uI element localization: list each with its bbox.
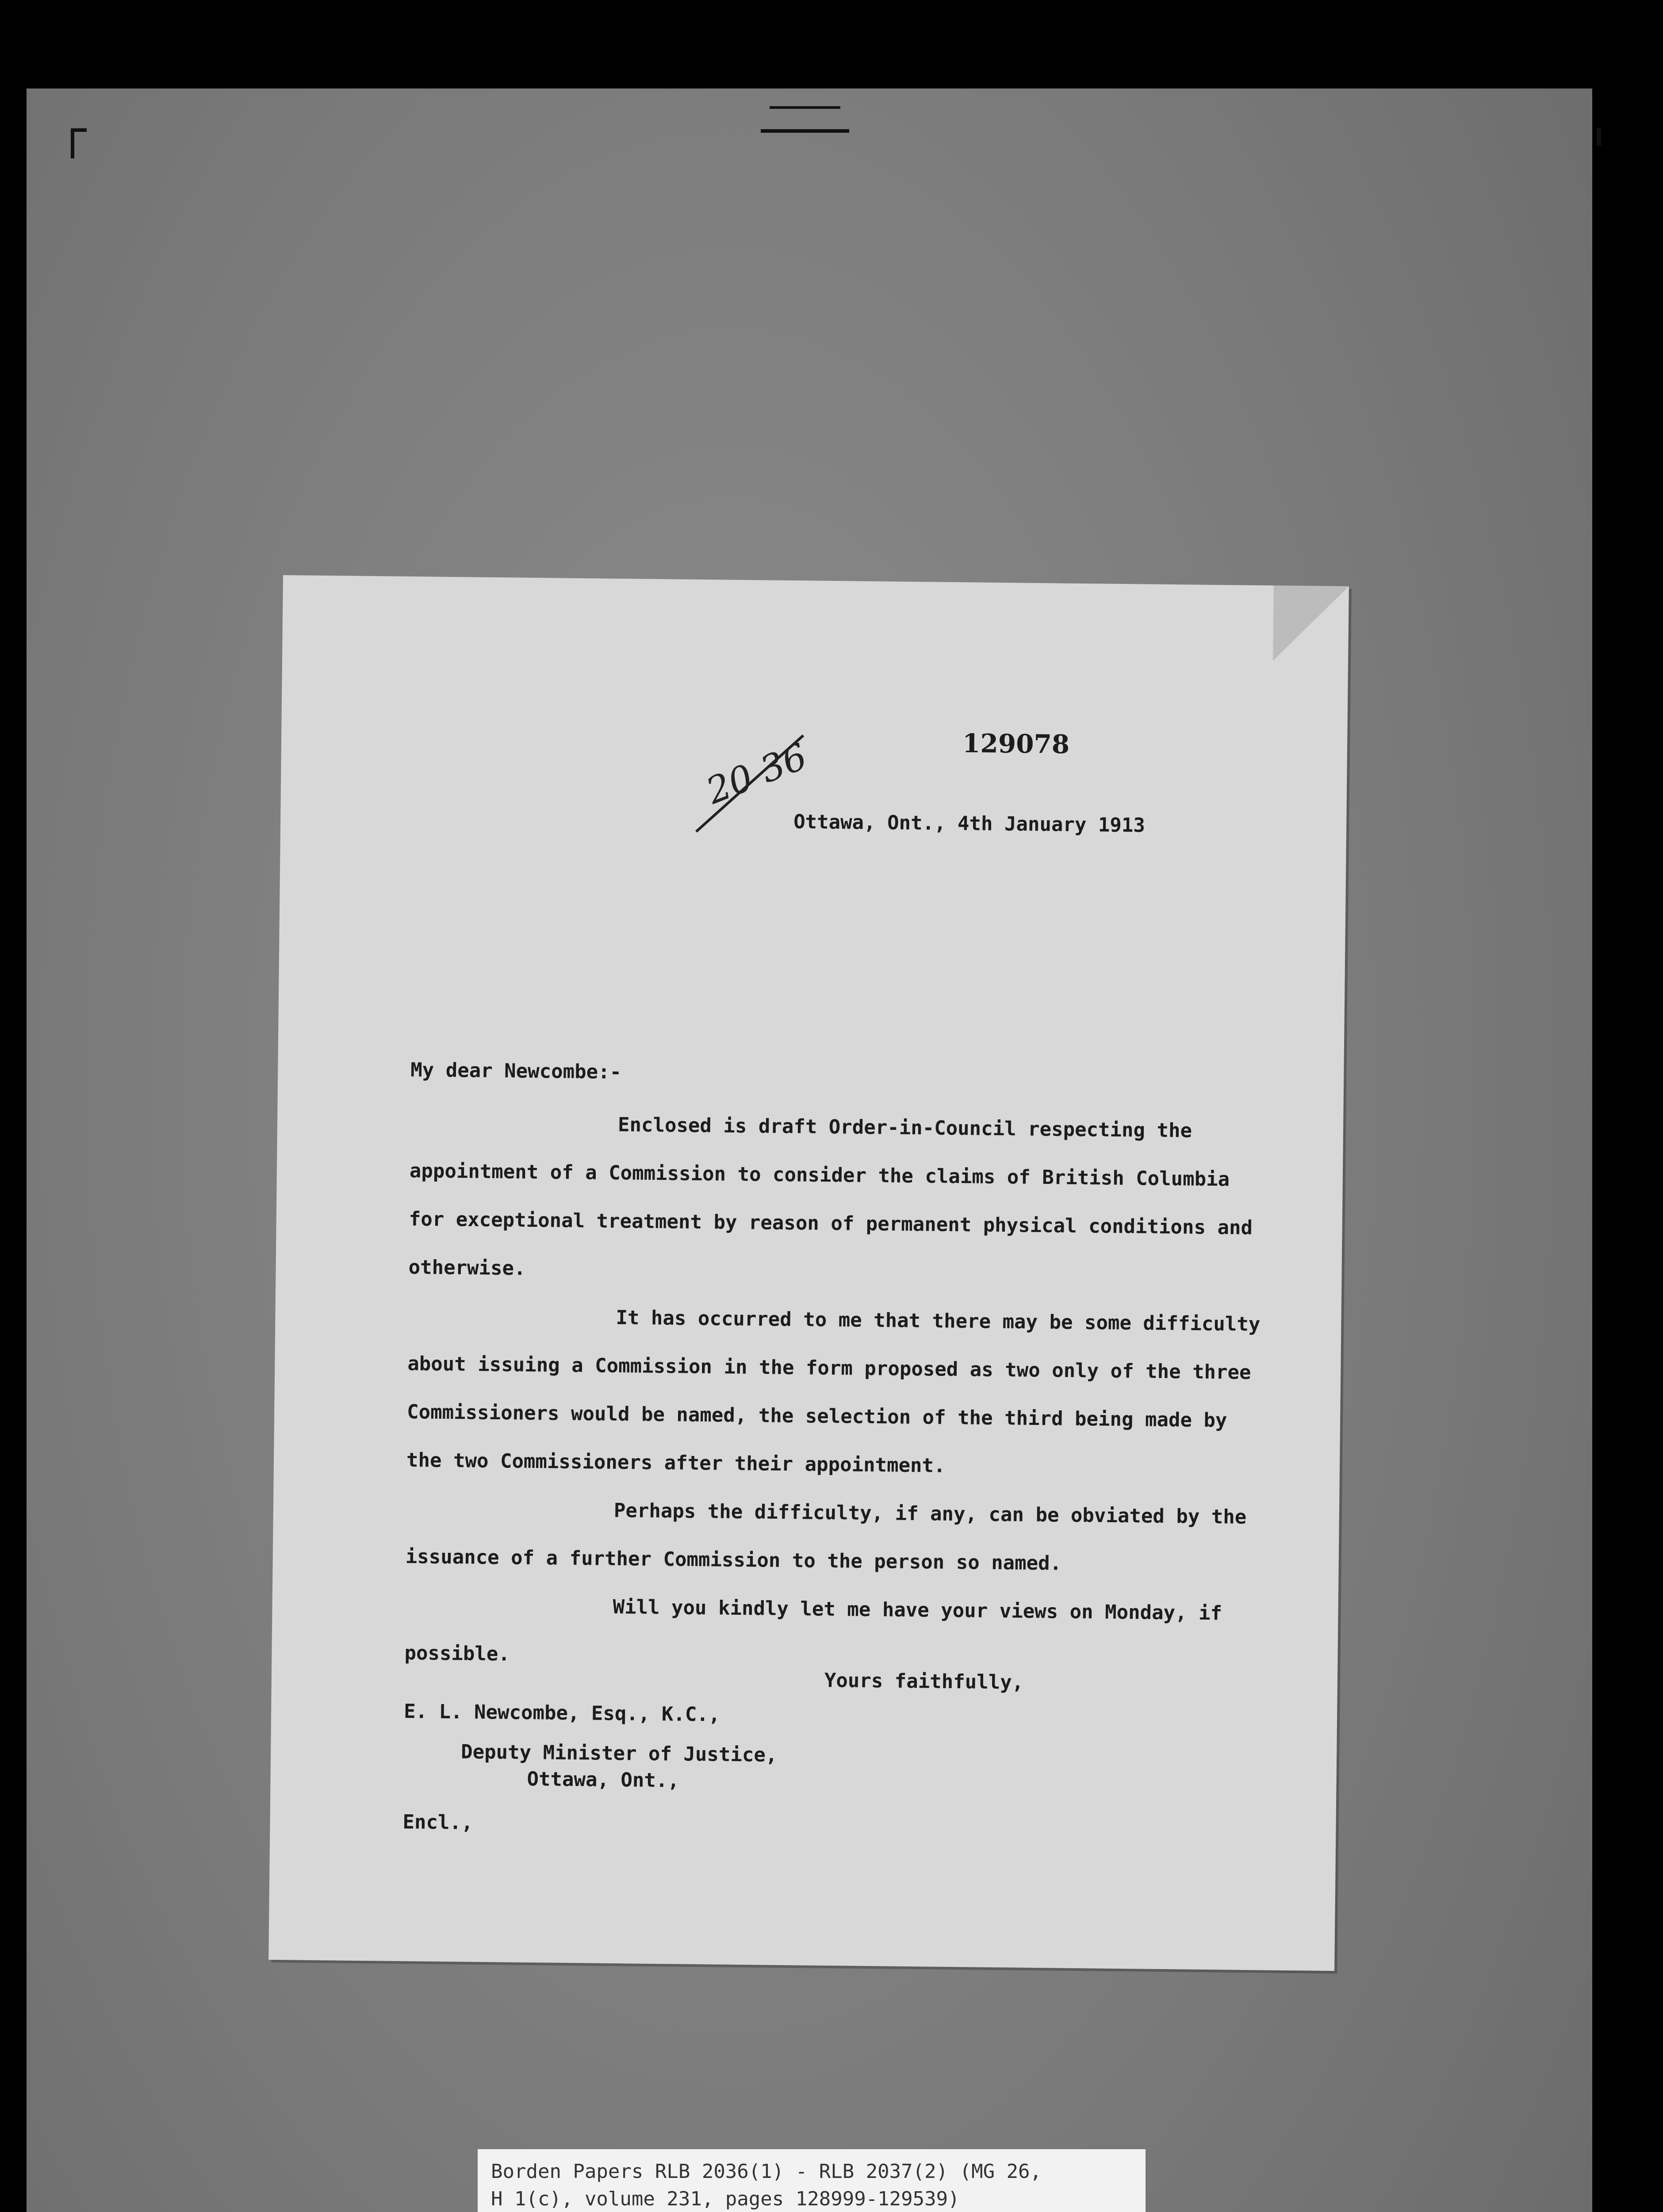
addressee-name: E. L. Newcombe, Esq., K.C., (403, 1700, 720, 1726)
addressee-title: Deputy Minister of Justice, (460, 1740, 778, 1767)
paragraph-1: Enclosed is draft Order-in-Council respecting the appointment of a Commission to consider the claims of British Columbia for exceptional treatment by reason of permanent physical conditions and otherwise. (408, 1113, 1253, 1280)
paragraph-3: Perhaps the difficulty, if any, can be obviated by the issuance of a further Commission to the person so named. (405, 1499, 1247, 1575)
frame-top-mark (761, 129, 849, 133)
enclosure-note: Encl., (402, 1810, 473, 1834)
dateline: Ottawa, Ont., 4th January 1913 (793, 810, 1146, 837)
addressee-city: Ottawa, Ont., (527, 1767, 680, 1792)
paragraph-4: Will you kindly let me have your views on Monday, if possible. (404, 1595, 1222, 1666)
salutation: My dear Newcombe:- (410, 1059, 622, 1084)
handwritten-number: 20 36 (701, 735, 813, 813)
paragraph-2: It has occurred to me that there may be some difficulty about issuing a Commission in the form proposed as two only of the three Commissioners would be named, the selection of the third being made by the two Commissioners after their appointment. (406, 1306, 1261, 1477)
closing: Yours faithfully, (824, 1669, 1024, 1694)
caption-line-2: H 1(c), volume 231, pages 128999-129539) (491, 2188, 960, 2210)
frame-corner-mark (71, 128, 87, 158)
frame-top-mark-2 (770, 106, 840, 109)
caption-strip (478, 2149, 1146, 2212)
document-number: 129078 (962, 728, 1070, 760)
caption-line-1: Borden Papers RLB 2036(1) - RLB 2037(2) (MG 26, (491, 2160, 1042, 2183)
folded-corner (1273, 585, 1349, 661)
letter-body (404, 1098, 1273, 1686)
frame-right-mark (1597, 128, 1601, 146)
letter-page (268, 575, 1349, 1971)
